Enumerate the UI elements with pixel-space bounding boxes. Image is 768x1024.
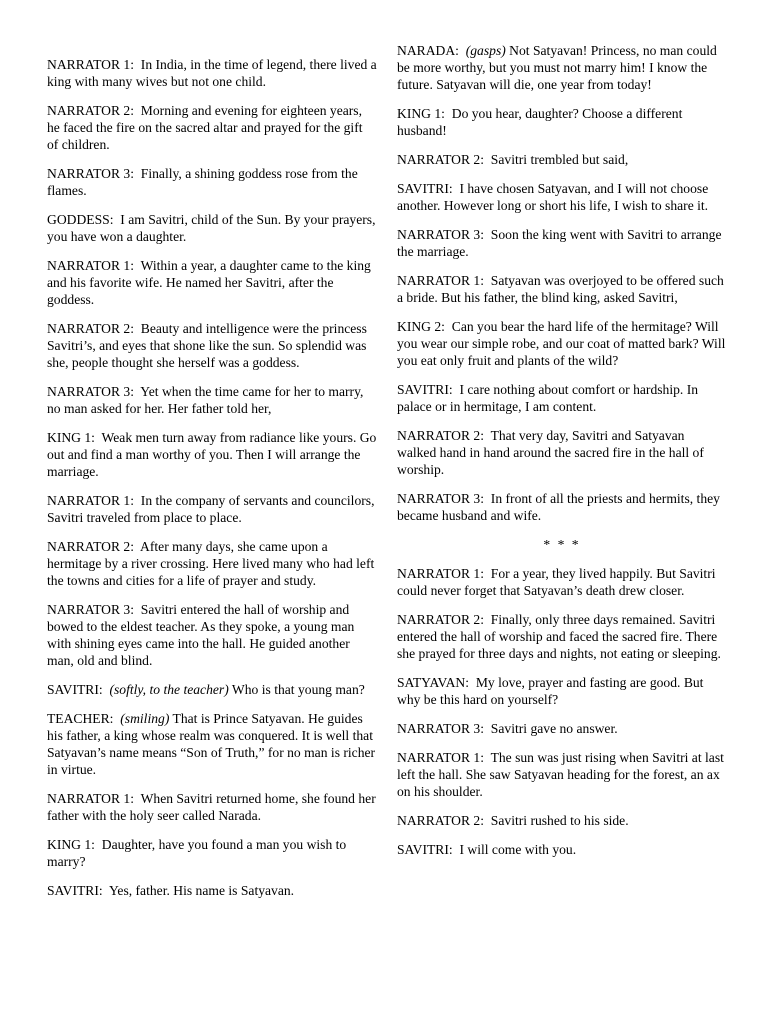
speaker-name: SATYAVAN: xyxy=(397,675,470,690)
dialogue-text: Who is that young man? xyxy=(231,682,365,697)
dialogue-line xyxy=(47,320,377,371)
stage-direction: (smiling) xyxy=(120,711,170,726)
speaker-name: TEACHER: xyxy=(47,711,114,726)
dialogue-line xyxy=(47,211,377,245)
dialogue-line xyxy=(47,836,377,870)
dialogue-text: In the company of servants and councilors, Savitri traveled from place to place. xyxy=(47,493,375,525)
script-column-right xyxy=(397,0,727,870)
dialogue-text: Yes, father. His name is Satyavan. xyxy=(108,883,295,898)
speaker-name: NARRATOR 1: xyxy=(47,791,134,806)
speaker-name: NARRATOR 1: xyxy=(397,750,484,765)
dialogue-text: I care nothing about comfort or hardship. In palace or in hermitage, I am content. xyxy=(397,382,699,414)
dialogue-line xyxy=(47,102,377,153)
section-separator: * * * xyxy=(543,537,581,552)
dialogue-text: Beauty and intelligence were the princess Savitri’s, and eyes that shone like the sun. So splendid was she, people thought she herself was a goddess. xyxy=(47,321,367,370)
dialogue-text: Savitri gave no answer. xyxy=(490,721,618,736)
dialogue-text: That very day, Savitri and Satyavan walked hand in hand around the sacred fire in the hall of worship. xyxy=(397,428,704,477)
speaker-name: NARRATOR 3: xyxy=(397,721,484,736)
speaker-name: NARRATOR 2: xyxy=(47,539,134,554)
dialogue-line xyxy=(47,681,377,698)
dialogue-text: I will come with you. xyxy=(459,842,577,857)
stage-direction: (gasps) xyxy=(465,43,506,58)
dialogue-text: Finally, only three days remained. Savitri entered the hall of worship and faced the sacred fire. There she prayed for three days and nights, not eating or sleeping. xyxy=(397,612,721,661)
speaker-name: KING 1: xyxy=(397,106,445,121)
dialogue-line xyxy=(397,749,727,800)
dialogue-line xyxy=(397,490,727,524)
speaker-name: NARADA: xyxy=(397,43,459,58)
speaker-name: NARRATOR 1: xyxy=(397,273,484,288)
speaker-name: SAVITRI: xyxy=(47,883,103,898)
dialogue-text: Daughter, have you found a man you wish to marry? xyxy=(47,837,347,869)
dialogue-line xyxy=(397,42,727,93)
speaker-name: NARRATOR 3: xyxy=(47,384,134,399)
speaker-name: SAVITRI: xyxy=(47,682,103,697)
dialogue-line xyxy=(397,611,727,662)
dialogue-text: Satyavan was overjoyed to be offered such a bride. But his father, the blind king, asked Savitri, xyxy=(397,273,724,305)
speaker-name: NARRATOR 1: xyxy=(397,566,484,581)
dialogue-text: In India, in the time of legend, there lived a king with many wives but not one child. xyxy=(47,57,377,89)
dialogue-text: My love, prayer and fasting are good. But why be this hard on yourself? xyxy=(397,675,704,707)
speaker-name: NARRATOR 3: xyxy=(397,491,484,506)
dialogue-line xyxy=(47,882,377,899)
dialogue-line xyxy=(397,318,727,369)
dialogue-line xyxy=(47,492,377,526)
dialogue-line xyxy=(397,674,727,708)
dialogue-text: When Savitri returned home, she found her father with the holy seer called Narada. xyxy=(47,791,376,823)
dialogue-line xyxy=(397,381,727,415)
speaker-name: NARRATOR 3: xyxy=(47,602,134,617)
dialogue-text: Savitri entered the hall of worship and bowed to the eldest teacher. As they spoke, a young man with shining eyes came into the hall. He guided another man, old and blind. xyxy=(47,602,355,668)
dialogue-text: I am Savitri, child of the Sun. By your prayers, you have won a daughter. xyxy=(47,212,376,244)
speaker-name: NARRATOR 2: xyxy=(397,428,484,443)
dialogue-line xyxy=(397,105,727,139)
dialogue-line xyxy=(47,601,377,669)
dialogue-line xyxy=(397,720,727,737)
dialogue-text: After many days, she came upon a hermitage by a river crossing. Here lived many who had left the towns and cities for a life of prayer and study. xyxy=(47,539,375,588)
speaker-name: KING 1: xyxy=(47,430,95,445)
speaker-name: NARRATOR 2: xyxy=(47,321,134,336)
speaker-name: SAVITRI: xyxy=(397,382,453,397)
script-column-left xyxy=(47,0,377,911)
dialogue-text: The sun was just rising when Savitri at last left the hall. She saw Satyavan heading for the forest, an ax on his shoulder. xyxy=(397,750,724,799)
dialogue-line xyxy=(47,165,377,199)
dialogue-line xyxy=(47,257,377,308)
speaker-name: NARRATOR 3: xyxy=(47,166,134,181)
dialogue-line xyxy=(47,429,377,480)
dialogue-line xyxy=(47,710,377,778)
dialogue-line xyxy=(47,56,377,90)
dialogue-text: In front of all the priests and hermits, they became husband and wife. xyxy=(397,491,720,523)
dialogue-line xyxy=(397,841,727,858)
speaker-name: NARRATOR 2: xyxy=(397,612,484,627)
dialogue-text: I have chosen Satyavan, and I will not choose another. However long or short his life, I wish to share it. xyxy=(397,181,709,213)
dialogue-text: That is Prince Satyavan. He guides his father, a king whose realm was conquered. It is well that Satyavan’s name means “Son of Truth,” for no man is richer in virtue. xyxy=(47,711,376,777)
dialogue-text: Yet when the time came for her to marry, no man asked for her. Her father told her, xyxy=(47,384,364,416)
dialogue-line xyxy=(397,812,727,829)
speaker-name: NARRATOR 3: xyxy=(397,227,484,242)
speaker-name: SAVITRI: xyxy=(397,181,453,196)
dialogue-text: Not Satyavan! Princess, no man could be more worthy, but you must not marry him! I know the future. Satyavan will die, one year from today! xyxy=(397,43,717,92)
dialogue-line xyxy=(397,427,727,478)
dialogue-text: Do you hear, daughter? Choose a different husband! xyxy=(397,106,683,138)
dialogue-text: For a year, they lived happily. But Savitri could never forget that Satyavan’s death drew closer. xyxy=(397,566,716,598)
dialogue-line xyxy=(397,226,727,260)
speaker-name: KING 1: xyxy=(47,837,95,852)
dialogue-text: Savitri rushed to his side. xyxy=(490,813,629,828)
dialogue-line xyxy=(397,180,727,214)
dialogue-text: Finally, a shining goddess rose from the flames. xyxy=(47,166,358,198)
dialogue-line xyxy=(47,538,377,589)
speaker-name: NARRATOR 1: xyxy=(47,493,134,508)
dialogue-text: Can you bear the hard life of the hermitage? Will you wear our simple robe, and our coat of matted bark? Will you eat only fruit and plants of the wild? xyxy=(397,319,726,368)
dialogue-text: Weak men turn away from radiance like yours. Go out and find a man worthy of you. Then I will arrange the marriage. xyxy=(47,430,377,479)
speaker-name: KING 2: xyxy=(397,319,445,334)
dialogue-line xyxy=(397,151,727,168)
speaker-name: NARRATOR 1: xyxy=(47,57,134,72)
dialogue-text: Savitri trembled but said, xyxy=(490,152,629,167)
speaker-name: SAVITRI: xyxy=(397,842,453,857)
speaker-name: GODDESS: xyxy=(47,212,114,227)
dialogue-line xyxy=(47,790,377,824)
dialogue-line xyxy=(397,565,727,599)
stage-direction: (softly, to the teacher) xyxy=(109,682,229,697)
dialogue-text: Within a year, a daughter came to the king and his favorite wife. He named her Savitri, after the goddess. xyxy=(47,258,371,307)
dialogue-line xyxy=(397,272,727,306)
dialogue-text: Soon the king went with Savitri to arrange the marriage. xyxy=(397,227,722,259)
speaker-name: NARRATOR 1: xyxy=(47,258,134,273)
dialogue-text: Morning and evening for eighteen years, he faced the fire on the sacred altar and prayed for the gift of children. xyxy=(47,103,363,152)
dialogue-line xyxy=(47,383,377,417)
speaker-name: NARRATOR 2: xyxy=(397,152,484,167)
speaker-name: NARRATOR 2: xyxy=(397,813,484,828)
speaker-name: NARRATOR 2: xyxy=(47,103,134,118)
